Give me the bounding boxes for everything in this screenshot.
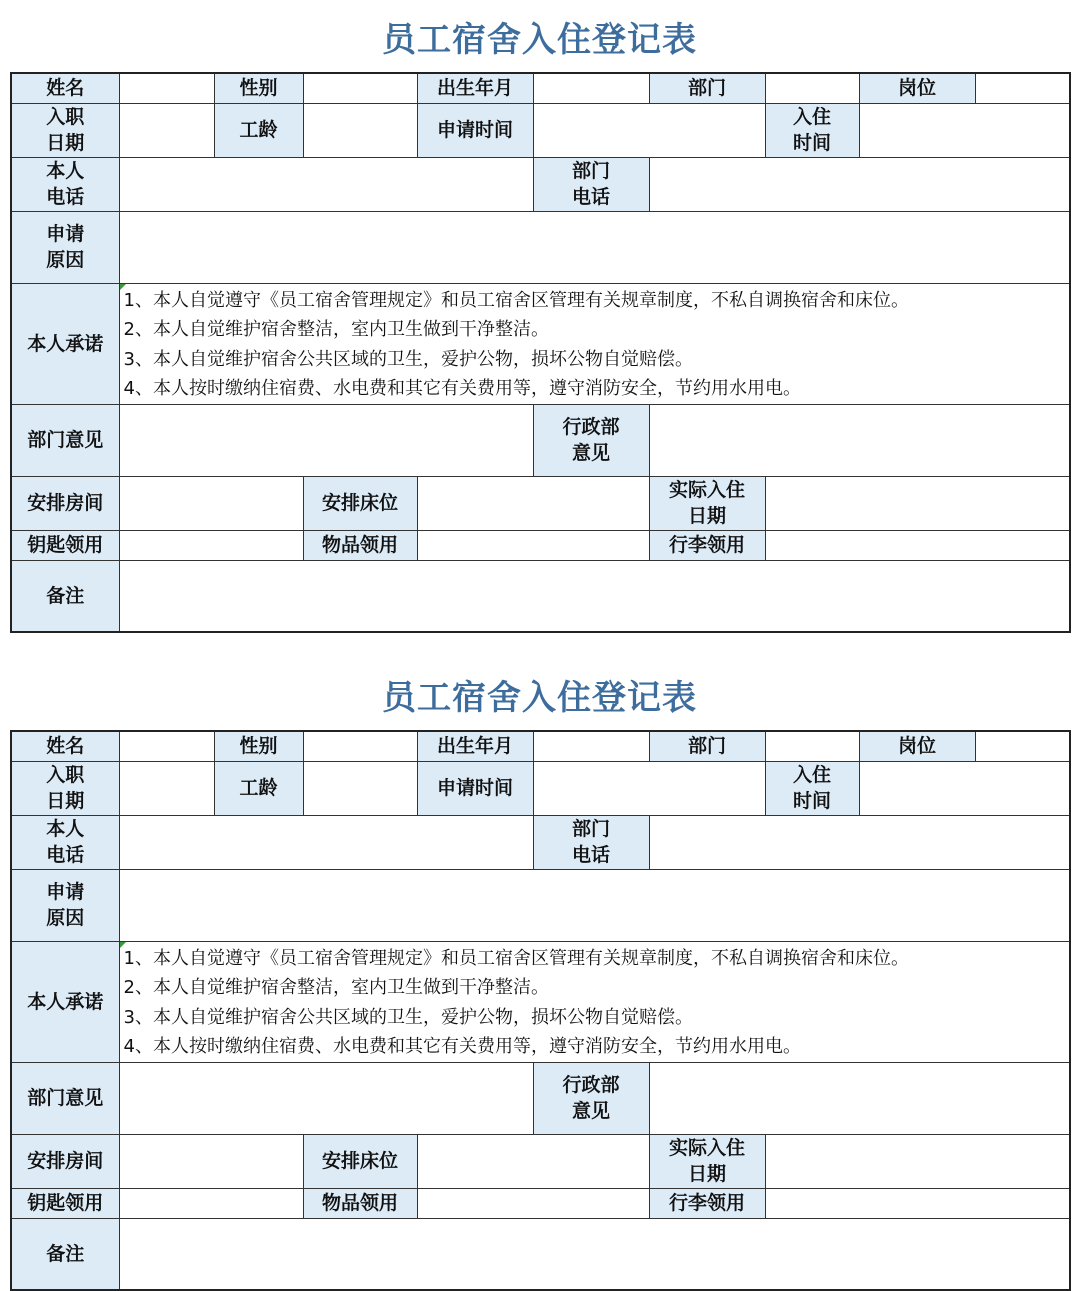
birth-field[interactable]	[533, 731, 649, 761]
goods-field[interactable]	[417, 1188, 649, 1218]
commitment-text	[119, 283, 1070, 404]
commitment-line: 2、本人自觉维护宿舍整洁，室内卫生做到干净整洁。	[123, 319, 549, 340]
hire-date-label: 入职 日期	[11, 761, 119, 815]
dept-label: 部门	[649, 73, 765, 103]
form-title: 员工宿舍入住登记表	[382, 19, 697, 60]
apply-time-label: 申请时间	[417, 103, 533, 157]
room-label: 安排房间	[11, 1134, 119, 1188]
hire-date-label: 入职 日期	[11, 103, 119, 157]
admin-opinion-field[interactable]	[649, 1062, 1070, 1134]
registration-form-2	[10, 658, 1069, 1291]
post-field[interactable]	[975, 73, 1070, 103]
goods-label: 物品领用	[303, 530, 417, 560]
dept-opinion-field[interactable]	[119, 1062, 533, 1134]
key-field[interactable]	[119, 530, 303, 560]
hire-date-field[interactable]	[119, 103, 214, 157]
apply-time-field[interactable]	[533, 761, 765, 815]
dept-phone-field[interactable]	[649, 157, 1070, 211]
checkin-time-field[interactable]	[859, 103, 1070, 157]
post-label: 岗位	[859, 73, 975, 103]
checkin-time-label: 入住 时间	[765, 761, 859, 815]
luggage-label: 行李领用	[649, 1188, 765, 1218]
name-field[interactable]	[119, 73, 214, 103]
key-label: 钥匙领用	[11, 530, 119, 560]
admin-opinion-label: 行政部 意见	[533, 404, 649, 476]
gender-label: 性别	[214, 73, 303, 103]
gender-label: 性别	[214, 731, 303, 761]
reason-field[interactable]	[119, 869, 1070, 941]
commitment-line: 1、本人自觉遵守《员工宿舍管理规定》和员工宿舍区管理有关规章制度，不私自调换宿舍和床位。	[123, 947, 909, 969]
actual-date-label: 实际入住 日期	[649, 476, 765, 530]
goods-label: 物品领用	[303, 1188, 417, 1218]
luggage-label: 行李领用	[649, 530, 765, 560]
dept-phone-label: 部门 电话	[533, 157, 649, 211]
post-field[interactable]	[975, 731, 1070, 761]
remarks-label: 备注	[11, 1218, 119, 1290]
checkin-time-label: 入住 时间	[765, 103, 859, 157]
phone-field[interactable]	[119, 815, 533, 869]
commitment-line: 3、本人自觉维护宿舍公共区域的卫生，爱护公物，损坏公物自觉赔偿。	[123, 1006, 693, 1028]
apply-time-field[interactable]	[533, 103, 765, 157]
hire-date-field[interactable]	[119, 761, 214, 815]
phone-label: 本人 电话	[11, 157, 119, 211]
gender-field[interactable]	[303, 73, 417, 103]
room-label: 安排房间	[11, 476, 119, 530]
reason-label: 申请 原因	[11, 211, 119, 283]
reason-field[interactable]	[119, 211, 1070, 283]
remarks-label: 备注	[11, 560, 119, 632]
admin-opinion-label: 行政部 意见	[533, 1062, 649, 1134]
dept-label: 部门	[649, 731, 765, 761]
form-table	[10, 730, 1071, 1291]
commitment-line: 4、本人按时缴纳住宿费、水电费和其它有关费用等，遵守消防安全，节约用水用电。	[123, 378, 801, 399]
commitment-line: 4、本人按时缴纳住宿费、水电费和其它有关费用等，遵守消防安全，节约用水用电。	[123, 1036, 801, 1057]
commitment-line: 3、本人自觉维护宿舍公共区域的卫生，爱护公物，损坏公物自觉赔偿。	[123, 348, 693, 370]
gender-field[interactable]	[303, 731, 417, 761]
actual-date-field[interactable]	[765, 1134, 1070, 1188]
seniority-field[interactable]	[303, 103, 417, 157]
name-field[interactable]	[119, 731, 214, 761]
commitment-label: 本人承诺	[11, 283, 119, 404]
remarks-field[interactable]	[119, 560, 1070, 632]
goods-field[interactable]	[417, 530, 649, 560]
dept-field[interactable]	[765, 731, 859, 761]
actual-date-label: 实际入住 日期	[649, 1134, 765, 1188]
commitment-text	[119, 941, 1070, 1062]
bed-label: 安排床位	[303, 1134, 417, 1188]
checkin-time-field[interactable]	[859, 761, 1070, 815]
key-field[interactable]	[119, 1188, 303, 1218]
dept-field[interactable]	[765, 73, 859, 103]
remarks-field[interactable]	[119, 1218, 1070, 1290]
bed-field[interactable]	[417, 1134, 649, 1188]
commitment-label: 本人承诺	[11, 941, 119, 1062]
phone-label: 本人 电话	[11, 815, 119, 869]
seniority-field[interactable]	[303, 761, 417, 815]
name-label: 姓名	[11, 731, 119, 761]
dept-phone-label: 部门 电话	[533, 815, 649, 869]
birth-label: 出生年月	[417, 731, 533, 761]
dept-opinion-label: 部门意见	[11, 1062, 119, 1134]
seniority-label: 工龄	[214, 103, 303, 157]
apply-time-label: 申请时间	[417, 761, 533, 815]
commitment-line: 2、本人自觉维护宿舍整洁，室内卫生做到干净整洁。	[123, 977, 549, 998]
bed-field[interactable]	[417, 476, 649, 530]
key-label: 钥匙领用	[11, 1188, 119, 1218]
luggage-field[interactable]	[765, 530, 1070, 560]
form-title: 员工宿舍入住登记表	[382, 677, 697, 718]
dept-opinion-label: 部门意见	[11, 404, 119, 476]
room-field[interactable]	[119, 1134, 303, 1188]
room-field[interactable]	[119, 476, 303, 530]
dept-opinion-field[interactable]	[119, 404, 533, 476]
seniority-label: 工龄	[214, 761, 303, 815]
post-label: 岗位	[859, 731, 975, 761]
bed-label: 安排床位	[303, 476, 417, 530]
luggage-field[interactable]	[765, 1188, 1070, 1218]
name-label: 姓名	[11, 73, 119, 103]
actual-date-field[interactable]	[765, 476, 1070, 530]
birth-field[interactable]	[533, 73, 649, 103]
admin-opinion-field[interactable]	[649, 404, 1070, 476]
commitment-line: 1、本人自觉遵守《员工宿舍管理规定》和员工宿舍区管理有关规章制度，不私自调换宿舍和床位。	[123, 289, 909, 311]
reason-label: 申请 原因	[11, 869, 119, 941]
form-table	[10, 72, 1071, 633]
dept-phone-field[interactable]	[649, 815, 1070, 869]
phone-field[interactable]	[119, 157, 533, 211]
registration-form-1	[10, 0, 1069, 633]
birth-label: 出生年月	[417, 73, 533, 103]
